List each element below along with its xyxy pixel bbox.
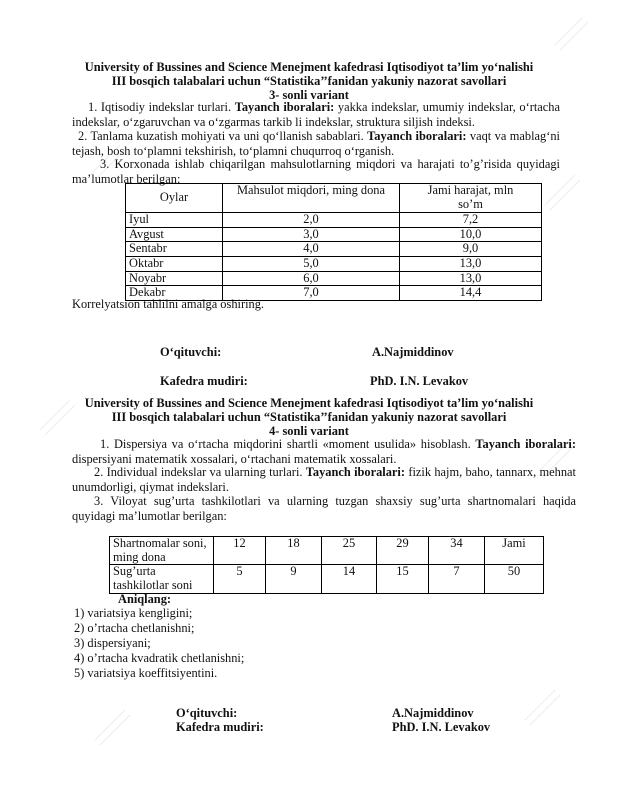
variant4-head-label: Kafedra mudiri: bbox=[176, 720, 264, 734]
contracts-cell: 29 bbox=[377, 537, 429, 565]
header-harajat: Jami harajat, mln so’m bbox=[400, 184, 542, 213]
q2-text: 2. Tanlama kuzatish mohiyati va uni qo‘llanish sabablari. bbox=[78, 129, 364, 143]
variant4-title-line3: 4- sonli variant bbox=[269, 424, 349, 438]
variant3-teacher-name: A.Najmiddinov bbox=[372, 345, 454, 359]
organizations-total-cell: 50 bbox=[485, 565, 544, 593]
q1-keywords-label: Tayanch iboralari: bbox=[234, 100, 335, 114]
cost-cell: 13,0 bbox=[400, 271, 542, 286]
q1-text: 1. Dispersiya va o‘rtacha miqdorini shartli «moment usulida» hisoblash. bbox=[100, 437, 471, 451]
variant3-head-label: Kafedra mudiri: bbox=[160, 374, 248, 388]
quantity-cell: 2,0 bbox=[223, 213, 400, 228]
variant3-teacher-label: O‘qituvchi: bbox=[160, 345, 222, 359]
q2-text: 2. Individual indekslar va ularning turlari. bbox=[94, 465, 303, 479]
quantity-cell: 7,0 bbox=[223, 286, 400, 301]
quantity-cell: 3,0 bbox=[223, 227, 400, 242]
variant4-teacher-label: O‘qituvchi: bbox=[176, 706, 238, 720]
q1-keywords-label: Tayanch iboralari: bbox=[475, 437, 576, 451]
cost-cell: 9,0 bbox=[400, 242, 542, 257]
organizations-cell: 14 bbox=[322, 565, 377, 593]
header-oylar: Oylar bbox=[126, 184, 223, 213]
contracts-cell: 12 bbox=[214, 537, 266, 565]
variant3-head-name: PhD. I.N. Levakov bbox=[370, 374, 469, 388]
variant3-instruction: Korrelyatsion tahlilni amalga oshiring. bbox=[72, 297, 265, 311]
organizations-cell: 5 bbox=[214, 565, 266, 593]
q1-keywords: yakka indekslar, umumiy indekslar, o‘rtacha indekslar, o‘zgaruvchan va o‘zgarmas tarkib li indekslar, struktura siljish indeksi. bbox=[72, 100, 560, 129]
month-cell: Sentabr bbox=[126, 242, 223, 257]
variant3-question-3: 3. Korxonada ishlab chiqarilgan mahsulotlarning miqdori va harajati to’g’risida quyidagi ma’lumotlar berilgan: bbox=[72, 157, 560, 186]
q2-keywords: vaqt va mablag‘ni tejash, bosh to‘plamni tekshirish, to‘plamni chuqurroq o‘rganish. bbox=[72, 129, 560, 158]
quantity-cell: 6,0 bbox=[223, 271, 400, 286]
cost-cell: 7,2 bbox=[400, 213, 542, 228]
month-cell: Oktabr bbox=[126, 256, 223, 271]
variant3-title-line2: III bosqich talabalari uchun “Statistika’’fanidan yakuniy nazorat savollari bbox=[111, 74, 507, 88]
organizations-cell: 7 bbox=[429, 565, 485, 593]
organizations-cell: 9 bbox=[266, 565, 322, 593]
q2-keywords-label: Tayanch iboralari: bbox=[367, 129, 467, 143]
variant3-title-line1: University of Bussines and Science Menejment kafedrasi Iqtisodiyot ta’lim yo‘nalishi bbox=[84, 60, 534, 74]
contracts-cell: 34 bbox=[429, 537, 485, 565]
month-cell: Dekabr bbox=[126, 286, 223, 301]
month-cell: Iyul bbox=[126, 213, 223, 228]
cost-cell: 13,0 bbox=[400, 256, 542, 271]
q2-keywords: fizik hajm, baho, tannarx, mehnat unumdorligi, qiymat indekslari. bbox=[72, 465, 576, 494]
row-label-organizations: Sug’urta tashkilotlar soni bbox=[110, 565, 214, 593]
contracts-total-cell: Jami bbox=[485, 537, 544, 565]
header-mahsulot: Mahsulot miqdori, ming dona bbox=[223, 184, 400, 213]
contracts-cell: 18 bbox=[266, 537, 322, 565]
variant4-question-3: 3. Viloyat sug’urta tashkilotlari va ularning tuzgan shaxsiy sug’urta shartnomalari haqida quyidagi ma’lumotlar berilgan: bbox=[72, 494, 576, 523]
variant4-teacher-name: A.Najmiddinov bbox=[392, 706, 474, 720]
task-item: 3) dispersiyani; bbox=[74, 636, 151, 650]
task-item: 5) variatsiya koeffitsiyentini. bbox=[74, 666, 218, 680]
variant4-head-name: PhD. I.N. Levakov bbox=[392, 720, 491, 734]
q2-keywords-label: Tayanch iboralari: bbox=[305, 465, 406, 479]
cost-cell: 10,0 bbox=[400, 227, 542, 242]
aniqlang-heading: Aniqlang: bbox=[118, 592, 172, 606]
month-cell: Noyabr bbox=[126, 271, 223, 286]
contracts-cell: 25 bbox=[322, 537, 377, 565]
task-item: 4) o’rtacha kvadratik chetlanishni; bbox=[74, 651, 245, 665]
q1-keywords: dispersiyani matematik xossalari, o‘rtachani matematik xossalari. bbox=[72, 451, 397, 466]
quantity-cell: 5,0 bbox=[223, 256, 400, 271]
variant4-title-line2: III bosqich talabalari uchun “Statistika’’fanidan yakuniy nazorat savollari bbox=[111, 410, 507, 424]
q1-text: 1. Iqtisodiy indekslar turlari. bbox=[88, 100, 232, 114]
task-item: 1) variatsiya kengligini; bbox=[74, 606, 193, 620]
task-item: 2) o’rtacha chetlanishni; bbox=[74, 621, 195, 635]
month-cell: Avgust bbox=[126, 227, 223, 242]
quantity-cell: 4,0 bbox=[223, 242, 400, 257]
cost-cell: 14,4 bbox=[400, 286, 542, 301]
row-label-contracts: Shartnomalar soni, ming dona bbox=[110, 537, 214, 565]
organizations-cell: 15 bbox=[377, 565, 429, 593]
variant3-title-line3: 3- sonli variant bbox=[269, 88, 349, 102]
variant4-title-line1: University of Bussines and Science Menejment kafedrasi Iqtisodiyot ta’lim yo‘nalishi bbox=[84, 396, 534, 410]
